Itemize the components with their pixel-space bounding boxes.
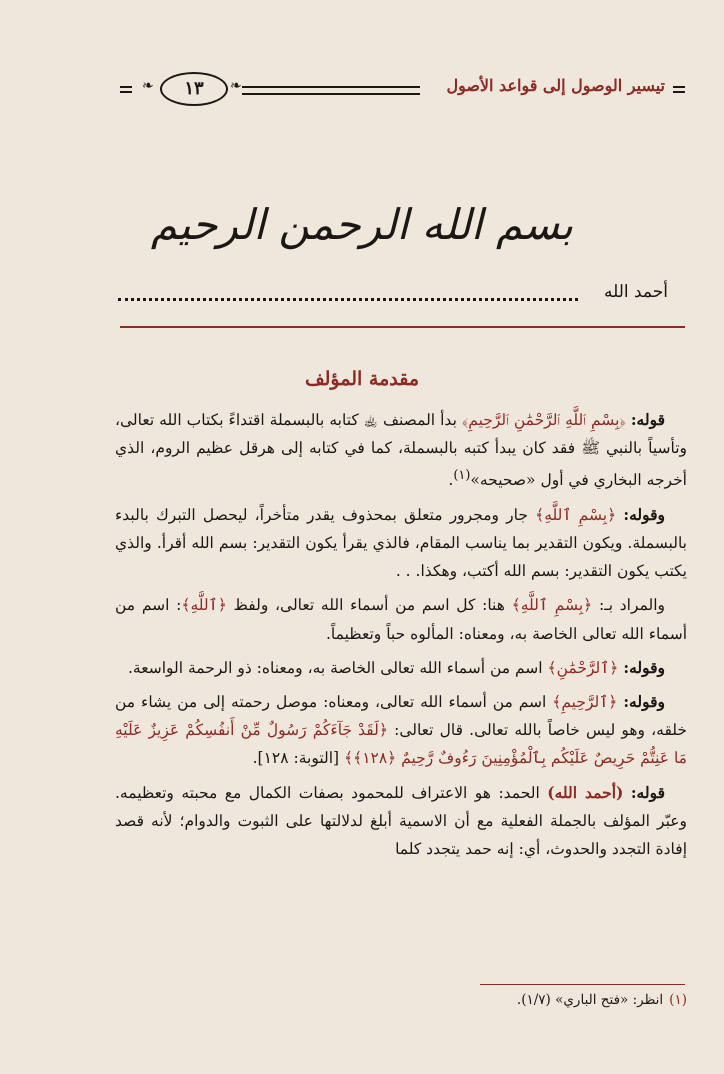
paragraph <box>115 688 687 773</box>
matn-divider <box>120 326 685 328</box>
paragraph-text: الحمد: هو الاعتراف للمحمود بصفات الكمال مع محبته وتعظيمه. وعبّر المؤلف بالجملة الفعلية مع أن الاسمية أبلغ لدلالتها على الثبوت والدوام؛ لأنه قصد إفادة التجدد والحدوث، أي: إنه حمد يتجدد كلما <box>115 783 687 858</box>
opening-hamd: أحمد الله <box>603 282 668 302</box>
paragraph-lead: وقوله: <box>623 657 665 677</box>
basmala-calligraphy: بسم الله الرحمن الرحيم <box>150 200 574 249</box>
footnote-divider <box>480 984 685 985</box>
paragraph <box>115 501 687 586</box>
paragraph-text: اسم من أسماء الله تعالى، ومعناه: موصل رحمته إلى من يشاء من خلقه، وهو ليس خاصاً بالله تعالى. قال تعالى: <box>115 692 687 740</box>
footnote <box>115 990 687 1010</box>
quran-quote: ﴿بِسْمِ ٱللَّهِ﴾ <box>511 596 593 615</box>
footnote-text: انظر: «فتح الباري» (١/٧). <box>516 992 664 1008</box>
paragraph-text: جار ومجرور متعلق بمحذوف يقدر متأخراً، ليحصل التبرك بالبدء بالبسملة. ويكون التقدير بما يناسب المقام، فالذي يقرأ يكون التقدير: بسم الله أقرأ. والذي يكتب يكون التقدير: بسم الله أكتب، وهكذا. . . <box>115 505 687 581</box>
paragraph-end: . <box>448 471 454 490</box>
quran-quote: ﴿ٱلرَّحِيمِ﴾ <box>552 692 618 711</box>
paragraph-text: هنا: كل اسم من أسماء الله تعالى، ولفظ <box>226 596 512 615</box>
commentary-body <box>115 406 687 869</box>
paragraph-text: [التوبة: ١٢٨]. <box>252 749 345 768</box>
quran-quote: ﴿ٱللَّهِ﴾ <box>181 596 227 615</box>
paragraph-lead: قوله: <box>630 782 665 802</box>
footnote-ref: (١) <box>453 468 471 484</box>
quran-quote: ﴿بِسْمِ ٱللَّهِ ٱلرَّحْمَٰنِ ٱلرَّحِيمِ﴾ <box>461 411 626 429</box>
header-title: تيسير الوصول إلى قواعد الأصول <box>446 76 665 95</box>
paragraph <box>115 406 687 495</box>
quran-quote: ﴿لَقَدْ جَآءَكُمْ رَسُولٌ مِّنْ أَنفُسِكُمْ عَزِيزٌ عَلَيْهِ مَا عَنِتُّمْ حَرِيصٌ عَلَيْكُم بِٱلْمُؤْمِنِينَ رَءُوفٌ رَّحِيمٌ ﴿١٢٨﴾﴾ <box>115 721 687 768</box>
header-rule <box>242 86 420 95</box>
paragraph-lead: قوله: <box>630 410 665 429</box>
paragraph-pre: والمراد بـ: <box>592 596 665 615</box>
matn-quote: (أحمد الله) <box>547 782 624 802</box>
paragraph-lead: وقوله: <box>623 504 665 524</box>
paragraph-text: : اسم من أسماء الله تعالى الخاصة به، ومعناه: المألوه حباً وتعظيماً. <box>115 596 687 643</box>
paragraph <box>115 591 687 647</box>
header-dash-right <box>673 86 685 88</box>
ornament-icon: ❧ <box>230 78 242 94</box>
page-number: ١٣ <box>160 72 228 106</box>
ornament-icon: ❧ <box>142 78 154 94</box>
dotted-continuation <box>118 298 578 301</box>
paragraph-text: اسم من أسماء الله تعالى الخاصة به، ومعناه: ذو الرحمة الواسعة. <box>128 658 548 677</box>
paragraph-lead: وقوله: <box>623 691 665 711</box>
footnote-number: (١) <box>669 992 687 1008</box>
running-header <box>110 72 685 112</box>
quran-quote: ﴿ٱلرَّحْمَٰنِ﴾ <box>547 658 619 677</box>
section-title: مقدمة المؤلف <box>304 368 420 390</box>
header-dash-left <box>120 86 132 88</box>
opening-line <box>118 282 668 308</box>
paragraph-text: بدأ المصنف ﵀ كتابه بالبسملة اقتداءً بكتاب الله تعالى، وتأسياً بالنبي ﷺ فقد كان يبدأ كتبه بالبسملة، كما في كتابه إلى هرقل عظيم الروم، الذي أخرجه البخاري في أول «صحيحه» <box>115 411 687 490</box>
quran-quote: ﴿بِسْمِ ٱللَّهِ﴾ <box>535 505 617 524</box>
paragraph <box>115 779 687 864</box>
paragraph <box>115 654 687 682</box>
